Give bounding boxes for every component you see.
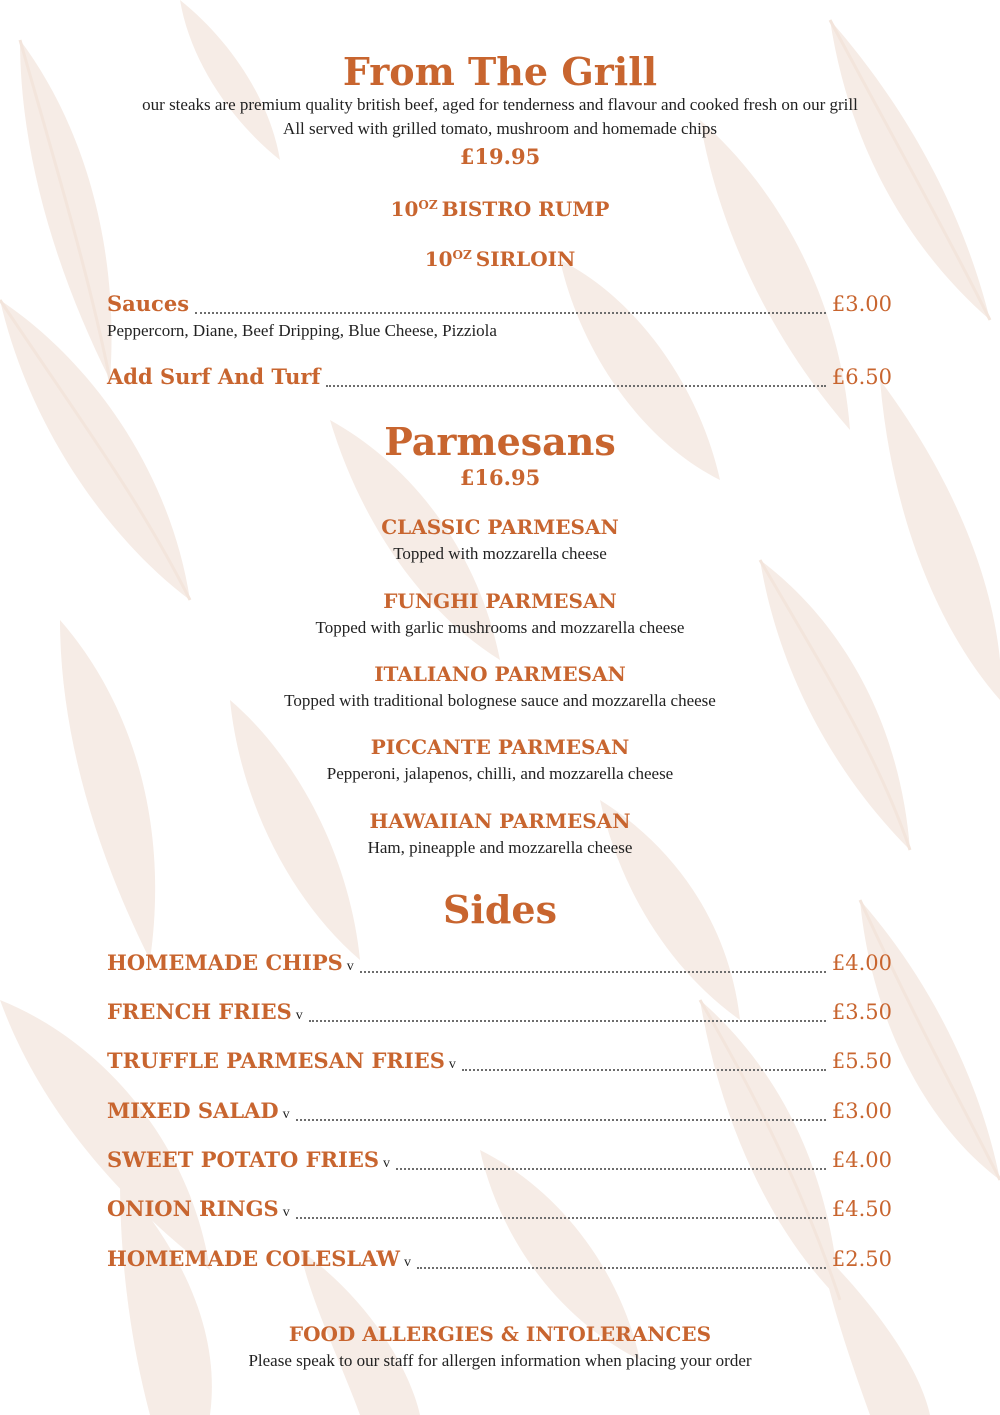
parmesan-item-name: CLASSIC PARMESAN [381, 515, 619, 539]
sides-title: Sides [442, 887, 558, 932]
sauces-row [107, 291, 892, 321]
parmesan-item-name: HAWAIIAN PARMESAN [369, 809, 631, 833]
vegetarian-tag: v [295, 1008, 303, 1023]
parmesan-item-name: ITALIANO PARMESAN [374, 662, 626, 686]
parmesan-item-name: FUNGHI PARMESAN [383, 589, 617, 613]
side-price: £4.00 [831, 951, 892, 975]
side-price: £3.00 [831, 1099, 892, 1123]
grill-title: From The Grill [342, 49, 658, 94]
dot-leader [309, 1019, 826, 1022]
side-row [107, 1246, 892, 1276]
parmesan-item-name: PICCANTE PARMESAN [370, 735, 630, 759]
dot-leader [360, 970, 826, 973]
dot-leader [195, 311, 826, 314]
dot-leader [462, 1068, 826, 1071]
side-name: SWEET POTATO FRIES [107, 1147, 379, 1172]
dot-leader [296, 1118, 826, 1121]
vegetarian-tag: v [282, 1107, 290, 1122]
side-price: £4.00 [831, 1148, 892, 1172]
side-name: FRENCH FRIES [107, 999, 292, 1024]
vegetarian-tag: v [282, 1205, 290, 1220]
dot-leader [396, 1167, 826, 1170]
steak-weight: 10 [390, 197, 419, 221]
side-name: TRUFFLE PARMESAN FRIES [107, 1048, 445, 1073]
vegetarian-tag: v [383, 1156, 390, 1171]
side-price: £2.50 [831, 1247, 892, 1271]
parmesan-item-desc: Topped with traditional bolognese sauce and mozzarella cheese [284, 691, 716, 710]
sauces-description: Peppercorn, Diane, Beef Dripping, Blue Cheese, Pizziola [107, 321, 497, 340]
parmesan-item-desc: Topped with mozzarella cheese [393, 544, 607, 563]
steak-bistro-rump [0, 192, 1000, 222]
surf-turf-row [107, 364, 892, 394]
side-name: ONION RINGS [107, 1196, 279, 1221]
side-price: £3.50 [831, 1000, 892, 1024]
side-row [107, 1048, 892, 1078]
steak-unit: OZ [418, 198, 438, 212]
steak-name: BISTRO RUMP [441, 197, 610, 221]
steak-name: SIRLOIN [475, 247, 576, 271]
parmesans-title: Parmesans [384, 419, 616, 464]
parmesan-item-desc: Pepperoni, jalapenos, chilli, and mozzarella cheese [326, 764, 674, 783]
allergy-title: FOOD ALLERGIES & INTOLERANCES [288, 1322, 712, 1346]
dot-leader [326, 384, 825, 387]
vegetarian-tag: v [346, 959, 354, 974]
side-name: MIXED SALAD [107, 1098, 279, 1123]
allergy-text: Please speak to our staff for allergen information when placing your order [248, 1351, 752, 1370]
steak-unit: OZ [452, 248, 472, 262]
steak-sirloin [0, 242, 1000, 272]
sauces-name: Sauces [107, 291, 190, 316]
parmesan-item-desc: Ham, pineapple and mozzarella cheese [367, 838, 633, 857]
dot-leader [417, 1266, 826, 1269]
parmesan-item-desc: Topped with garlic mushrooms and mozzarella cheese [315, 618, 685, 637]
side-row [107, 950, 892, 980]
side-name: HOMEMADE CHIPS [107, 950, 343, 975]
parmesans-price: £16.95 [459, 465, 541, 490]
side-row [107, 999, 892, 1029]
side-name: HOMEMADE COLESLAW [107, 1246, 400, 1271]
steak-weight: 10 [424, 247, 453, 271]
grill-price: £19.95 [459, 144, 541, 169]
side-row [107, 1147, 892, 1177]
grill-description: our steaks are premium quality british beef, aged for tenderness and flavour and cooked fresh on our grill [142, 95, 858, 114]
side-price: £5.50 [831, 1049, 892, 1073]
surf-turf-name: Add Surf And Turf [107, 364, 321, 389]
surf-turf-price: £6.50 [831, 365, 892, 389]
vegetarian-tag: v [404, 1255, 411, 1270]
side-row [107, 1196, 892, 1226]
side-row [107, 1098, 892, 1128]
sauces-price: £3.00 [831, 292, 892, 316]
dot-leader [296, 1216, 826, 1219]
grill-served-with: All served with grilled tomato, mushroom and homemade chips [283, 119, 717, 138]
vegetarian-tag: v [448, 1057, 456, 1072]
side-price: £4.50 [831, 1197, 892, 1221]
